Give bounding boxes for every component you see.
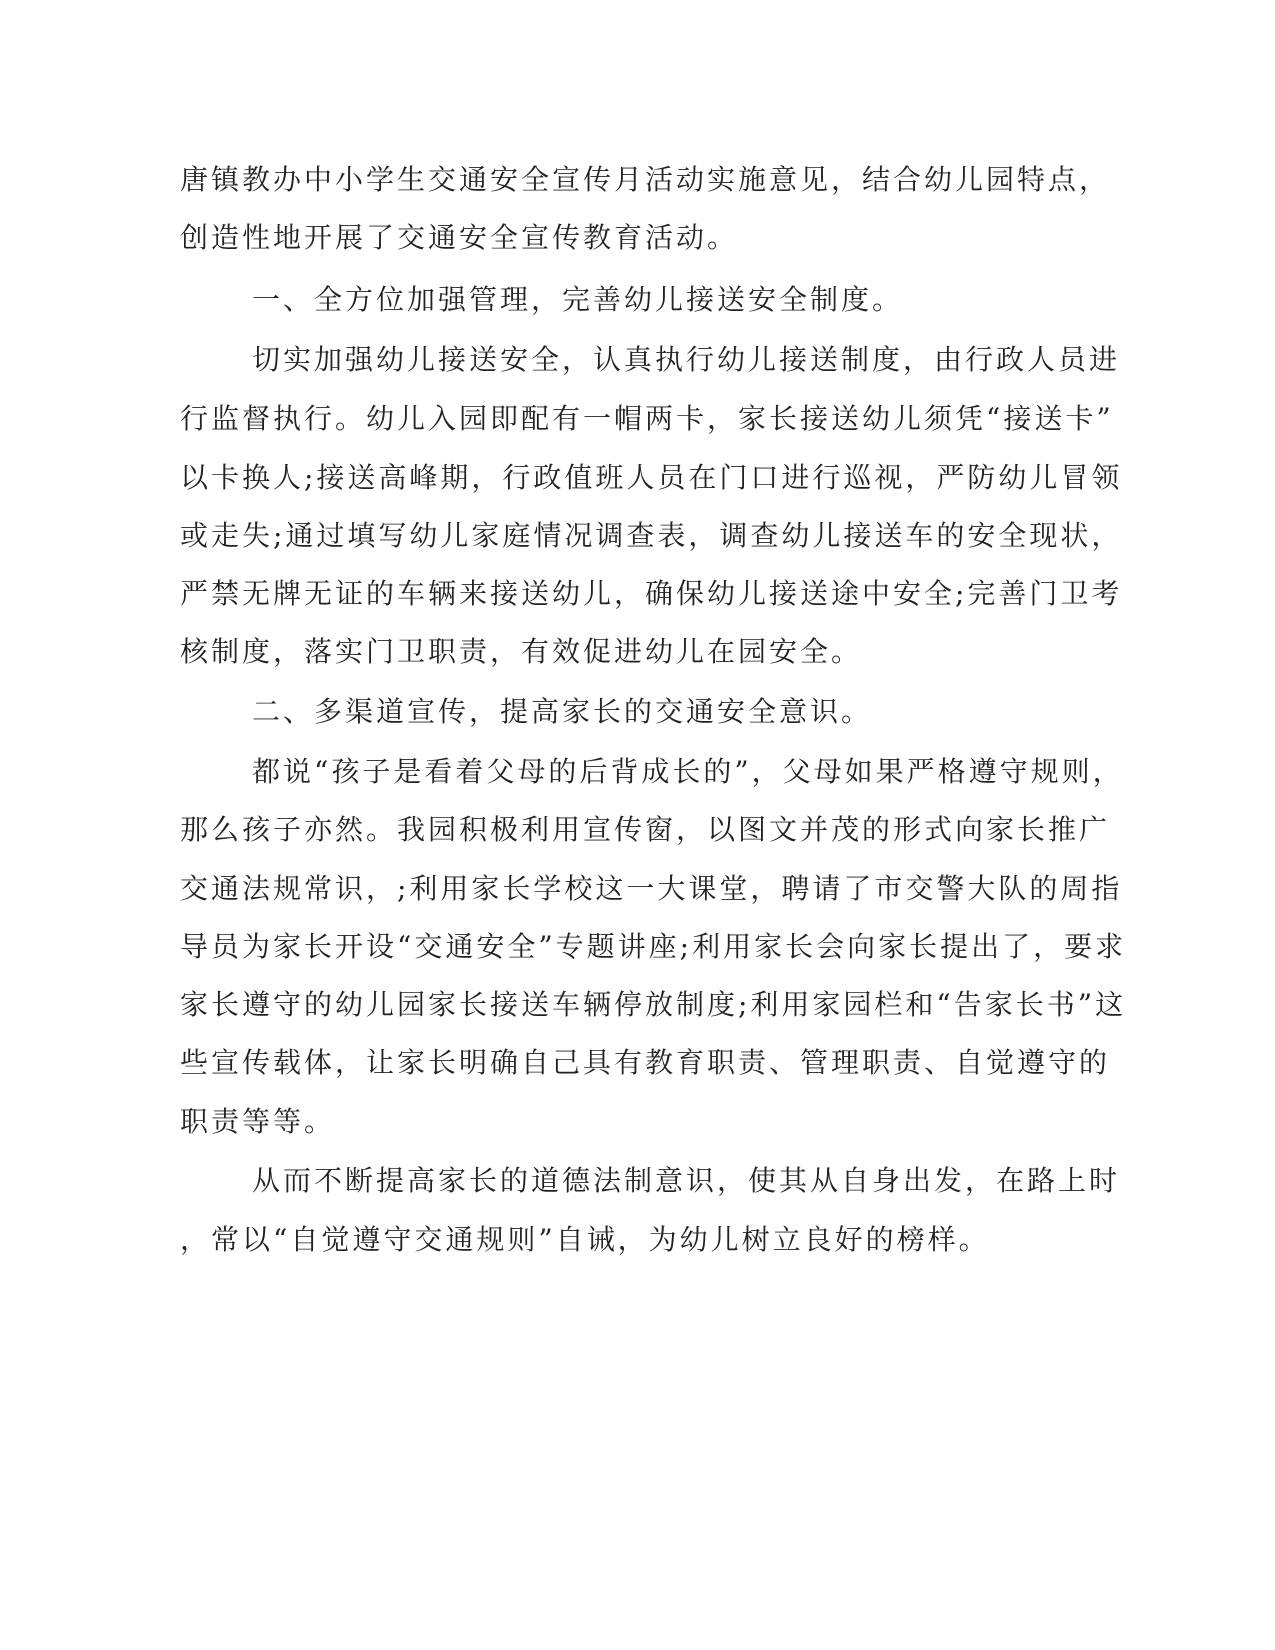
- text-line: 导员为家长开设“交通安全”专题讲座;利用家长会向家长提出了，要求: [180, 930, 1127, 963]
- text-line: 都说“孩子是看着父母的后背成长的”，父母如果严格遵守规则，: [252, 755, 1124, 788]
- text-line: 以卡换人;接送高峰期，行政值班人员在门口进行巡视，严防幼儿冒领: [180, 461, 1123, 494]
- text-line: 行监督执行。幼儿入园即配有一帽两卡，家长接送幼儿须凭“接送卡”: [180, 402, 1114, 435]
- section-heading-1: 一、全方位加强管理，完善幼儿接送安全制度。: [252, 283, 904, 316]
- text-line: 从而不断提高家长的道德法制意识，使其从自身出发，在路上时: [252, 1164, 1121, 1197]
- text-line: 些宣传载体，让家长明确自己具有教育职责、管理职责、自觉遵守的: [180, 1046, 1111, 1079]
- section-heading-2: 二、多渠道宣传，提高家长的交通安全意识。: [252, 695, 873, 728]
- text-line: 或走失;通过填写幼儿家庭情况调查表，调查幼儿接送车的安全现状，: [180, 519, 1123, 552]
- text-line: 交通法规常识，;利用家长学校这一大课堂，聘请了市交警大队的周指: [180, 872, 1123, 905]
- text-line: 严禁无牌无证的车辆来接送幼儿，确保幼儿接送途中安全;完善门卫考: [180, 577, 1123, 610]
- text-line: 核制度，落实门卫职责，有效促进幼儿在园安全。: [180, 635, 863, 668]
- text-line: 切实加强幼儿接送安全，认真执行幼儿接送制度，由行政人员进: [252, 343, 1121, 376]
- text-line: 那么孩子亦然。我园积极利用宣传窗，以图文并茂的形式向家长推广: [180, 813, 1111, 846]
- text-line: 职责等等。: [180, 1105, 336, 1138]
- text-line: 唐镇教办中小学生交通安全宣传月活动实施意见，结合幼儿园特点，: [180, 163, 1111, 196]
- text-line: 家长遵守的幼儿园家长接送车辆停放制度;利用家园栏和“告家长书”这: [180, 988, 1127, 1021]
- text-line: ，常以“自觉遵守交通规则”自诫，为幼儿树立良好的榜样。: [180, 1223, 990, 1256]
- text-line: 创造性地开展了交通安全宣传教育活动。: [180, 221, 739, 254]
